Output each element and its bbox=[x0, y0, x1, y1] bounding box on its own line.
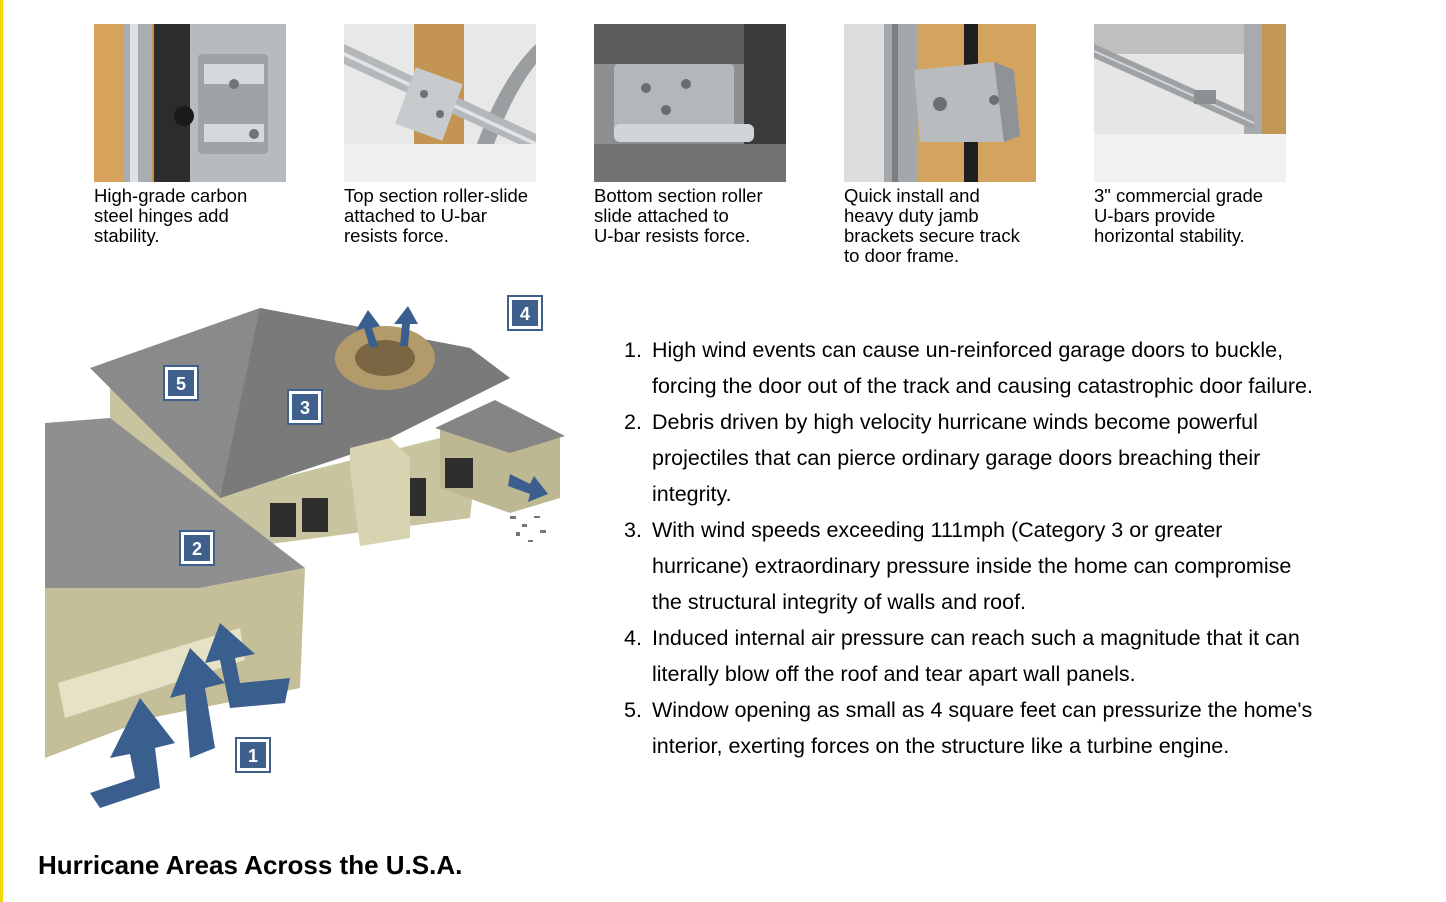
u-bar-photo bbox=[1094, 24, 1286, 182]
list-line: High wind events can cause un-reinforced garage doors to buckle, bbox=[652, 338, 1284, 362]
list-line: hurricane) extraordinary pressure inside the home can compromise bbox=[652, 554, 1292, 578]
jamb-bracket-photo bbox=[844, 24, 1036, 182]
feature-top-roller-slide bbox=[344, 24, 584, 246]
badge-3 bbox=[288, 390, 322, 424]
caption-line: steel hinges add bbox=[94, 205, 229, 226]
list-line: Induced internal air pressure can reach such a magnitude that it can bbox=[652, 626, 1300, 650]
badge-label: 1 bbox=[247, 746, 259, 766]
caption-line: Bottom section roller bbox=[594, 185, 763, 206]
bottom-roller-slide-photo bbox=[594, 24, 786, 182]
list-item bbox=[622, 512, 1422, 620]
caption-line: slide attached to bbox=[594, 205, 729, 226]
list-item bbox=[622, 620, 1422, 692]
badge-1 bbox=[236, 738, 270, 772]
hurricane-effects-list bbox=[622, 332, 1422, 764]
caption-line: U-bar resists force. bbox=[594, 225, 751, 246]
list-number: 3. bbox=[624, 518, 642, 542]
caption-line: U-bars provide bbox=[1094, 205, 1216, 226]
caption-line: Quick install and bbox=[844, 185, 980, 206]
feature-caption bbox=[1094, 186, 1324, 246]
window bbox=[445, 458, 473, 488]
badge-label: 2 bbox=[191, 539, 203, 559]
caption-line: resists force. bbox=[344, 225, 449, 246]
caption-line: Top section roller-slide bbox=[344, 185, 529, 206]
feature-caption bbox=[344, 186, 574, 246]
list-item bbox=[622, 692, 1422, 764]
feature-hinge bbox=[94, 24, 334, 246]
caption-line: 3" commercial grade bbox=[1094, 185, 1264, 206]
left-accent-rule bbox=[0, 0, 3, 902]
badge-4 bbox=[508, 296, 542, 330]
caption-line: to door frame. bbox=[844, 245, 960, 266]
list-line: the structural integrity of walls and roof. bbox=[652, 590, 1027, 614]
feature-bottom-roller-slide bbox=[594, 24, 834, 246]
feature-u-bar bbox=[1094, 24, 1334, 246]
list-line: integrity. bbox=[652, 482, 732, 506]
badge-2 bbox=[180, 531, 214, 565]
list-line: interior, exerting forces on the structure like a turbine engine. bbox=[652, 734, 1230, 758]
list-line: literally blow off the roof and tear apart wall panels. bbox=[652, 662, 1136, 686]
caption-line: horizontal stability. bbox=[1094, 225, 1245, 246]
list-line: Debris driven by high velocity hurricane winds become powerful bbox=[652, 410, 1258, 434]
badge-label: 4 bbox=[519, 304, 531, 324]
window bbox=[270, 503, 296, 537]
caption-line: stability. bbox=[94, 225, 160, 246]
window bbox=[302, 498, 328, 532]
list-number: 5. bbox=[624, 698, 642, 722]
list-item bbox=[622, 404, 1422, 512]
entry-porch bbox=[350, 438, 410, 546]
hinge-photo bbox=[94, 24, 286, 182]
debris bbox=[510, 516, 546, 542]
caption-line: High-grade carbon bbox=[94, 185, 248, 206]
top-roller-slide-photo bbox=[344, 24, 536, 182]
caption-line: brackets secure track bbox=[844, 225, 1020, 246]
feature-caption bbox=[844, 186, 1074, 266]
badge-label: 3 bbox=[299, 398, 311, 418]
badge-5 bbox=[164, 366, 198, 400]
feature-jamb-bracket bbox=[844, 24, 1084, 266]
section-heading-hurricane-areas: Hurricane Areas Across the U.S.A. bbox=[38, 850, 463, 880]
list-line: With wind speeds exceeding 111mph (Category 3 or greater bbox=[652, 518, 1223, 542]
feature-caption bbox=[94, 186, 324, 246]
caption-line: heavy duty jamb bbox=[844, 205, 979, 226]
house-wind-diagram bbox=[40, 288, 570, 818]
list-number: 2. bbox=[624, 410, 642, 434]
list-line: projectiles that can pierce ordinary garage doors breaching their bbox=[652, 446, 1261, 470]
list-line: Window opening as small as 4 square feet can pressurize the home's bbox=[652, 698, 1313, 722]
list-number: 1. bbox=[624, 338, 642, 362]
caption-line: attached to U-bar bbox=[344, 205, 487, 226]
badge-label: 5 bbox=[175, 374, 187, 394]
feature-caption bbox=[594, 186, 824, 246]
list-item bbox=[622, 332, 1422, 404]
list-number: 4. bbox=[624, 626, 642, 650]
list-line: forcing the door out of the track and causing catastrophic door failure. bbox=[652, 374, 1313, 398]
